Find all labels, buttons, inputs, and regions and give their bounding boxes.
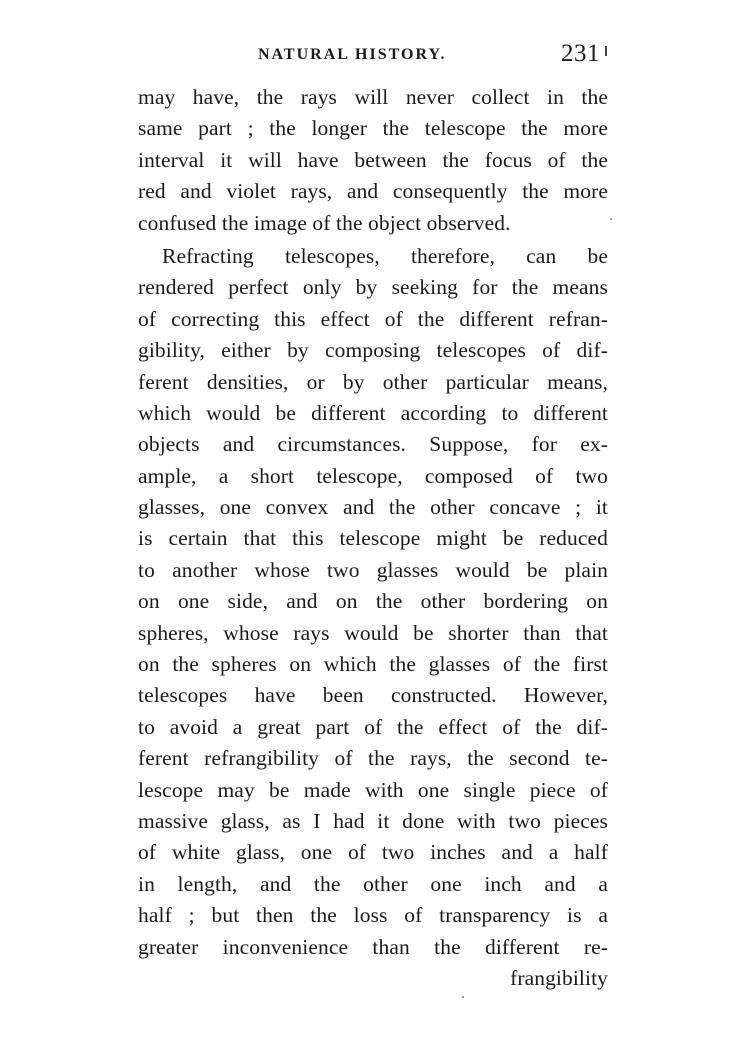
text-line: of correcting this effect of the different refran- [138,306,608,331]
text-line: interval it will have between the focus of the [138,147,608,172]
text-line: greater inconvenience than the different re- [138,934,608,959]
text-line: red and violet rays, and consequently the more [138,179,608,204]
page-number: 231 [561,40,600,67]
paper-speck [610,218,612,220]
body-text [138,82,608,994]
text-line: of white glass, one of two inches and a half [138,840,608,865]
paragraph-1 [138,82,608,239]
text-line: in length, and the other one inch and a [138,871,608,896]
text-line: half ; but then the loss of transparency is a [138,903,608,928]
text-line: gibility, either by composing telescopes of dif- [138,338,608,363]
text-line: spheres, whose rays would be shorter than that [138,620,608,645]
text-line: on the spheres on which the glasses of the first [138,652,608,677]
text-line: glasses, one convex and the other concave ; it [138,495,608,520]
text-line: ample, a short telescope, composed of two [138,463,608,488]
text-line: massive glass, as I had it done with two pieces [138,808,608,833]
text-line: to another whose two glasses would be plain [138,557,608,582]
text-line: objects and circumstances. Suppose, for ex- [138,432,608,457]
running-title: NATURAL HISTORY. [258,46,447,63]
text-line: rendered perfect only by seeking for the means [138,275,608,300]
text-line: on one side, and on the other bordering on [138,589,608,614]
text-line: may have, the rays will never collect in the [138,85,608,109]
text-line: confused the image of the object observed. [138,210,511,235]
text-line: is certain that this telescope might be reduced [138,526,608,551]
text-line: same part ; the longer the telescope the more [138,116,608,141]
paper-speck [462,996,464,998]
text-line: to avoid a great part of the effect of the dif- [138,714,608,739]
text-line: which would be different according to different [138,400,608,425]
text-line: telescopes have been constructed. However, [138,683,608,708]
catchword: frangibility [510,965,608,990]
text-line: ferent refrangibility of the rays, the second te- [138,746,608,771]
text-line: ferent densities, or by other particular means, [138,369,608,394]
paragraph-2 [138,241,608,963]
text-line: Refracting telescopes, therefore, can be [162,243,608,268]
text-line: lescope may be made with one single piece of [138,777,608,802]
